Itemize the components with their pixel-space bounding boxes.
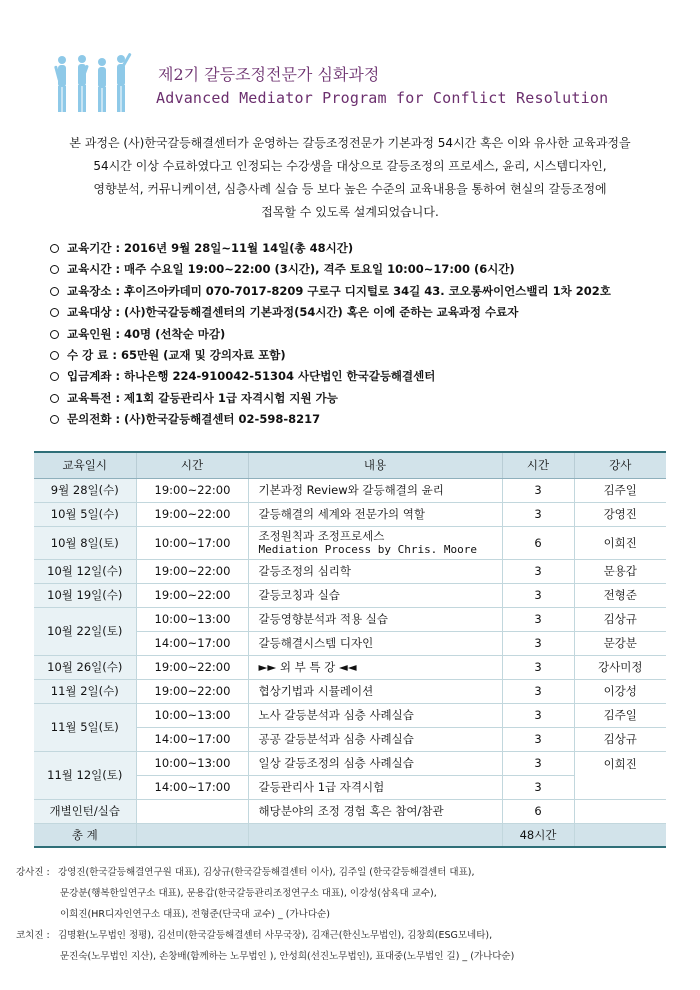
circle-bullet-icon <box>50 330 59 339</box>
cell-date: 10월 5일(수) <box>34 502 136 526</box>
cell-time: 19:00~22:00 <box>136 478 248 502</box>
intro-line: 영향분석, 커뮤니케이션, 심층사례 실습 등 보다 높은 수준의 교육내용을 통하여 현실의 갈등조정에 <box>93 182 607 196</box>
cell-instructor: 김상규 <box>574 607 666 631</box>
cell-time: 14:00~17:00 <box>136 631 248 655</box>
cell-hours: 3 <box>502 655 574 679</box>
cell-instructor: 전형준 <box>574 583 666 607</box>
cell-date: 10월 26일(수) <box>34 655 136 679</box>
cell-instructor: 이희진 <box>574 751 666 799</box>
cell-hours: 6 <box>502 799 574 823</box>
circle-bullet-icon <box>50 394 59 403</box>
intro-paragraph <box>22 132 678 224</box>
table-row <box>34 583 666 607</box>
cell-time: 19:00~22:00 <box>136 502 248 526</box>
circle-bullet-icon <box>50 287 59 296</box>
cell-empty <box>136 823 248 847</box>
cell-total-hours: 48시간 <box>502 823 574 847</box>
cell-content: 갈등관리사 1급 자격시험 <box>248 775 502 799</box>
table-row <box>34 607 666 631</box>
coaches-line: 문진숙(노무법인 지산), 손창배(함께하는 노무법인 ), 안성희(선진노무법인), 표대중(노무법인 길) _ (가나다순) <box>60 951 515 962</box>
cell-time: 19:00~22:00 <box>136 679 248 703</box>
cell-date: 10월 8일(토) <box>34 526 136 559</box>
cell-content: ►► 외 부 특 강 ◄◄ <box>248 655 502 679</box>
cell-time: 10:00~13:00 <box>136 703 248 727</box>
cell-time: 19:00~22:00 <box>136 655 248 679</box>
cell-time: 10:00~17:00 <box>136 526 248 559</box>
cell-time: 14:00~17:00 <box>136 775 248 799</box>
cell-time: 14:00~17:00 <box>136 727 248 751</box>
cell-hours: 3 <box>502 583 574 607</box>
circle-bullet-icon <box>50 372 59 381</box>
info-item <box>50 281 670 302</box>
cell-content: 공공 갈등분석과 심층 사례실습 <box>248 727 502 751</box>
cell-hours: 3 <box>502 631 574 655</box>
info-text: 교육대상 : (사)한국갈등해결센터의 기본과정(54시간) 혹은 이에 준하는 교육과정 수료자 <box>67 305 519 320</box>
intro-line: 54시간 이상 수료하였다고 인정되는 수강생을 대상으로 갈등조정의 프로세스, 윤리, 시스템디자인, <box>93 159 607 173</box>
table-row <box>34 478 666 502</box>
table-row <box>34 799 666 823</box>
instructors-label: 강사진 : <box>16 867 50 878</box>
page-subtitle: Advanced Mediator Program for Conflict Resolution <box>156 89 609 107</box>
cell-content: 협상기법과 시뮬레이션 <box>248 679 502 703</box>
cell-instructor: 김주일 <box>574 478 666 502</box>
col-header-time: 시간 <box>136 452 248 478</box>
cell-instructor: 김주일 <box>574 703 666 727</box>
info-item <box>50 259 670 280</box>
table-row <box>34 751 666 775</box>
table-total-row <box>34 823 666 847</box>
info-item <box>50 409 670 430</box>
info-item <box>50 366 670 387</box>
content-line: Mediation Process by Chris. Moore <box>258 542 478 556</box>
instructors-line: 문강분(행복한일연구소 대표), 문용갑(한국갈등관리조정연구소 대표), 이강성(삼육대 교수), <box>60 888 437 899</box>
table-row <box>34 526 666 559</box>
table-row <box>34 703 666 727</box>
instructors-line <box>16 862 686 883</box>
cell-time <box>136 799 248 823</box>
cell-hours: 3 <box>502 559 574 583</box>
instructors-text: 강영진(한국갈등해결연구원 대표), 김상규(한국갈등해결센터 이사), 김주일 (한국갈등해결센터 대표), <box>58 867 475 878</box>
cell-content: 기본과정 Review와 갈등해결의 윤리 <box>248 478 502 502</box>
cell-content: 갈등조정의 심리학 <box>248 559 502 583</box>
info-text: 교육특전 : 제1회 갈등관리사 1급 자격시험 지원 가능 <box>67 390 338 405</box>
course-info-list <box>50 238 670 431</box>
cell-hours: 3 <box>502 607 574 631</box>
cell-content: 갈등해결시스템 디자인 <box>248 631 502 655</box>
header <box>0 0 700 120</box>
cell-content: 노사 갈등분석과 심층 사례실습 <box>248 703 502 727</box>
cell-total-label: 총 계 <box>34 823 136 847</box>
circle-bullet-icon <box>50 415 59 424</box>
coaches-text: 김명환(노무법인 정평), 김선미(한국갈등해결센터 사무국장), 김재근(한신노무법인), 김창희(ESG모네타), <box>58 930 493 941</box>
info-item <box>50 238 670 259</box>
cell-content <box>248 526 502 559</box>
cell-content: 갈등코칭과 실습 <box>248 583 502 607</box>
table-row <box>34 655 666 679</box>
intro-line: 접목할 수 있도록 설계되었습니다. <box>261 205 439 219</box>
info-text: 수 강 료 : 65만원 (교재 및 강의자료 포함) <box>67 348 286 363</box>
instructors-line: 이희진(HR디자인연구소 대표), 전형준(단국대 교수) _ (가나다순) <box>60 909 330 920</box>
cell-instructor: 문용갑 <box>574 559 666 583</box>
table-header-row <box>34 452 666 478</box>
schedule-table <box>34 451 666 848</box>
cell-time: 19:00~22:00 <box>136 583 248 607</box>
cell-date: 11월 12일(토) <box>34 751 136 799</box>
cell-hours: 3 <box>502 751 574 775</box>
info-text: 교육장소 : 후이즈아카데미 070-7017-8209 구로구 디지털로 34길 43. 코오롱싸이언스밸리 1차 202호 <box>67 283 611 298</box>
circle-bullet-icon <box>50 244 59 253</box>
cell-hours: 3 <box>502 703 574 727</box>
staff-section <box>16 862 686 967</box>
cell-time: 19:00~22:00 <box>136 559 248 583</box>
info-text: 교육인원 : 40명 (선착순 마감) <box>67 326 226 341</box>
circle-bullet-icon <box>50 351 59 360</box>
cell-time: 10:00~13:00 <box>136 751 248 775</box>
cell-content: 해당분야의 조정 경험 혹은 참여/참관 <box>248 799 502 823</box>
cell-instructor: 이희진 <box>574 526 666 559</box>
intro-line: 본 과정은 (사)한국갈등해결센터가 운영하는 갈등조정전문가 기본과정 54시간 혹은 이와 유사한 교육과정을 <box>69 136 631 150</box>
cell-date: 10월 19일(수) <box>34 583 136 607</box>
col-header-content: 내용 <box>248 452 502 478</box>
cell-instructor: 강영진 <box>574 502 666 526</box>
cell-hours: 3 <box>502 679 574 703</box>
cell-date: 9월 28일(수) <box>34 478 136 502</box>
info-text: 교육시간 : 매주 수요일 19:00~22:00 (3시간), 격주 토요일 10:00~17:00 (6시간) <box>67 262 515 277</box>
col-header-instructor: 강사 <box>574 452 666 478</box>
cell-hours: 3 <box>502 478 574 502</box>
cell-hours: 3 <box>502 727 574 751</box>
circle-bullet-icon <box>50 265 59 274</box>
info-item <box>50 302 670 323</box>
coaches-line <box>16 925 686 946</box>
people-silhouette-icon <box>52 50 134 114</box>
cell-empty <box>574 823 666 847</box>
cell-date: 개별인턴/실습 <box>34 799 136 823</box>
col-header-date: 교육일시 <box>34 452 136 478</box>
cell-instructor: 이강성 <box>574 679 666 703</box>
content-line: 조정원칙과 조정프로세스 <box>258 528 385 543</box>
page-title: 제2기 갈등조정전문가 심화과정 <box>158 65 380 84</box>
coaches-label: 코치진 : <box>16 930 50 941</box>
table-row <box>34 679 666 703</box>
table-row <box>34 559 666 583</box>
info-text: 교육기간 : 2016년 9월 28일~11월 14일(총 48시간) <box>67 241 354 255</box>
cell-instructor <box>574 799 666 823</box>
cell-instructor: 강사미정 <box>574 655 666 679</box>
cell-hours: 3 <box>502 775 574 799</box>
info-item <box>50 324 670 345</box>
cell-date: 10월 12일(수) <box>34 559 136 583</box>
cell-hours: 3 <box>502 502 574 526</box>
table-row <box>34 502 666 526</box>
cell-hours: 6 <box>502 526 574 559</box>
cell-content: 갈등영향분석과 적용 실습 <box>248 607 502 631</box>
cell-instructor: 문강분 <box>574 631 666 655</box>
cell-content: 갈등해결의 세계와 전문가의 역할 <box>248 502 502 526</box>
col-header-hours: 시간 <box>502 452 574 478</box>
circle-bullet-icon <box>50 308 59 317</box>
info-text: 입금계좌 : 하나은행 224-910042-51304 사단법인 한국갈등해결센터 <box>67 369 436 384</box>
cell-date: 10월 22일(토) <box>34 607 136 655</box>
cell-instructor: 김상규 <box>574 727 666 751</box>
info-text: 문의전화 : (사)한국갈등해결센터 02-598-8217 <box>67 412 321 427</box>
cell-time: 10:00~13:00 <box>136 607 248 631</box>
cell-date: 11월 5일(토) <box>34 703 136 751</box>
info-item <box>50 345 670 366</box>
info-item <box>50 388 670 409</box>
cell-empty <box>248 823 502 847</box>
cell-date: 11월 2일(수) <box>34 679 136 703</box>
cell-content: 일상 갈등조정의 심층 사례실습 <box>248 751 502 775</box>
